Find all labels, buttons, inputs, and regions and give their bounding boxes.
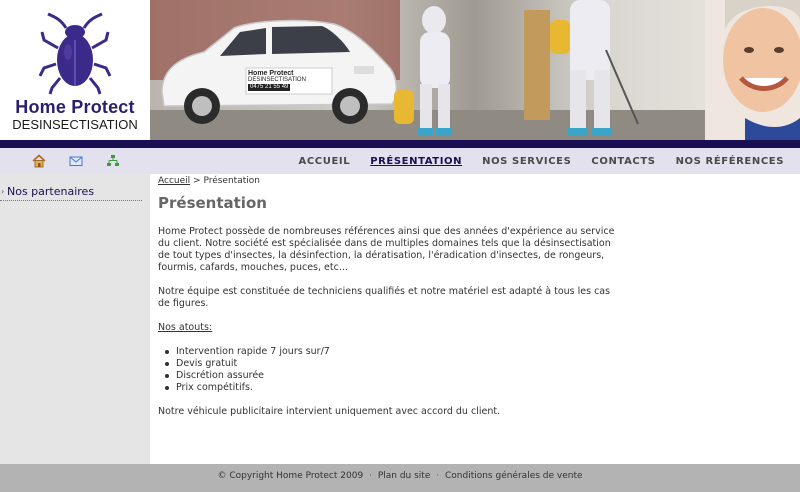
main-nav — [0, 148, 800, 174]
sitemap-icon[interactable] — [106, 154, 120, 168]
footer-sitemap-link[interactable]: Plan du site — [377, 471, 431, 481]
car-phone: 0475 21 55 49 — [250, 84, 289, 90]
footer-text — [0, 471, 800, 481]
sidebar-item-label: Nos partenaires — [7, 185, 95, 198]
footer-copyright: © Copyright Home Protect 2009 — [217, 471, 364, 481]
nav-top-stripe — [0, 140, 800, 148]
breadcrumb-current: Présentation — [203, 176, 260, 186]
technician-image — [390, 4, 480, 138]
nav-link-contacts[interactable]: CONTACTS — [591, 155, 656, 167]
technician-sprayer-image — [510, 0, 640, 140]
site-logo[interactable] — [0, 0, 150, 140]
site-header — [0, 0, 800, 140]
vehicle-paragraph: Notre véhicule publicitaire intervient uniquement avec accord du client. — [158, 406, 501, 417]
footer-separator: · — [369, 471, 372, 481]
intro-paragraph: Home Protect possède de nombreuses références ainsi que des années d'expérience au service du client. Notre société est spécialisée dans de multiples domaines tels que la désinsectisation de tout types d'insectes, la désinfection, la dératisation, l'éradication d'insectes, de rongeurs, fourmis, cafards, mouches, puces, etc... — [158, 226, 615, 273]
list-item: Intervention rapide 7 jours sur/7 — [158, 346, 618, 358]
breadcrumb — [158, 176, 260, 186]
car-subtitle: DESINSECTISATION — [248, 77, 306, 83]
footer-cgv-link[interactable]: Conditions générales de vente — [444, 471, 583, 481]
atouts-heading: Nos atouts: — [158, 322, 213, 333]
nav-quick-icons — [32, 154, 120, 168]
footer-separator: · — [436, 471, 440, 481]
car-decal — [248, 70, 332, 91]
car-brand: Home Protect — [248, 70, 294, 77]
header-banner-image — [150, 0, 800, 140]
smiling-person-image — [705, 0, 800, 140]
breadcrumb-separator: > — [193, 176, 201, 186]
chevron-right-icon: › — [1, 187, 5, 196]
brand-name: Home Protect — [15, 97, 135, 117]
list-item: Discrétion assurée — [158, 370, 618, 382]
list-item: Devis gratuit — [158, 358, 618, 370]
nav-link-accueil[interactable]: ACCUEIL — [298, 155, 351, 167]
nav-link-presentation[interactable]: PRÉSENTATION — [370, 155, 463, 167]
sidebar-item-nos-partenaires[interactable] — [0, 185, 142, 201]
breadcrumb-home-link[interactable]: Accueil — [158, 176, 191, 186]
nav-links — [299, 148, 784, 174]
list-item: Prix compétitifs. — [158, 382, 618, 394]
mail-icon[interactable] — [69, 154, 83, 168]
home-icon[interactable] — [32, 154, 46, 168]
page-title: Présentation — [158, 194, 267, 212]
beetle-logo-icon — [38, 10, 112, 96]
page-body — [158, 226, 618, 430]
atouts-list — [158, 346, 618, 394]
nav-link-nos-references[interactable]: NOS RÉFÉRENCES — [675, 155, 784, 167]
site-footer — [0, 464, 800, 492]
nav-link-nos-services[interactable]: NOS SERVICES — [482, 155, 572, 167]
brand-tagline: DESINSECTISATION — [12, 117, 138, 132]
sidebar — [0, 174, 150, 464]
team-paragraph: Notre équipe est constituée de techniciens qualifiés et notre matériel est adapté à tous les cas de figures. — [158, 286, 611, 309]
